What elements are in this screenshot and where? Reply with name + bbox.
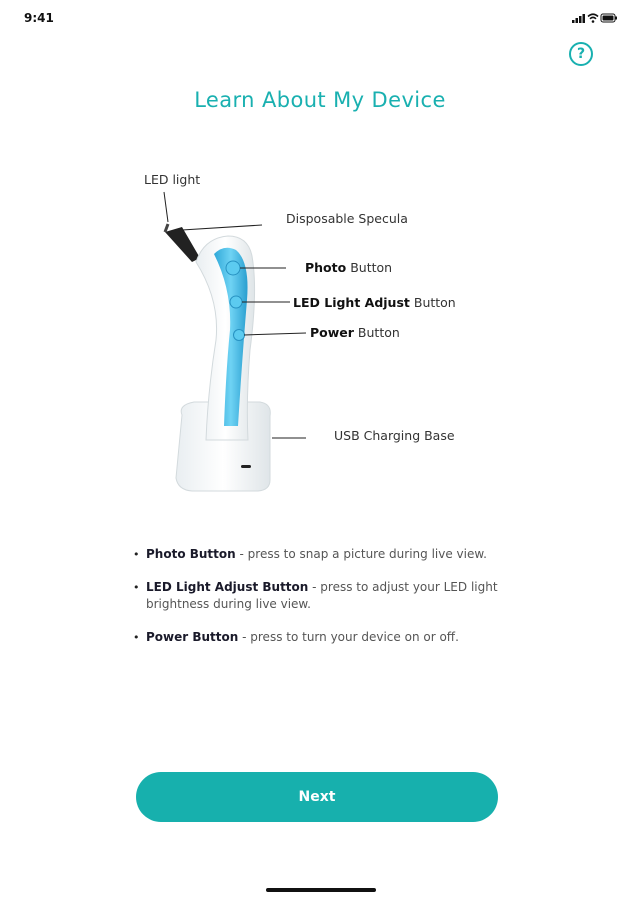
- device-diagram: [120, 150, 540, 500]
- home-indicator: [266, 888, 376, 892]
- bullet-bold: Photo Button: [146, 547, 236, 561]
- label-led-adjust-rest: Button: [409, 295, 456, 310]
- page-title: Learn About My Device: [194, 88, 446, 112]
- list-item-power: [133, 629, 513, 646]
- status-time: 9:41: [24, 11, 54, 25]
- status-icons: [572, 12, 618, 24]
- label-photo-button: [305, 260, 392, 275]
- label-power-rest: Button: [353, 325, 400, 340]
- wifi-icon: [588, 14, 598, 23]
- label-led-light: LED light: [144, 172, 201, 187]
- label-led-adjust-bold: LED Light Adjust: [293, 295, 410, 310]
- bullet-bold: Power Button: [146, 630, 239, 644]
- bullet-text: - press to adjust your LED light brightness during live view.: [146, 580, 498, 611]
- leader-power: [244, 333, 306, 335]
- feature-list: [133, 546, 513, 662]
- bullet-bold: LED Light Adjust Button: [146, 580, 309, 594]
- next-button[interactable]: Next: [136, 772, 498, 822]
- label-disposable-specula: Disposable Specula: [286, 211, 408, 226]
- status-bar: [0, 0, 640, 36]
- label-photo-bold: Photo: [305, 260, 347, 275]
- leader-specula: [182, 225, 262, 230]
- cellular-signal-icon: [572, 14, 585, 23]
- leader-led-light: [164, 192, 168, 222]
- label-photo-rest: Button: [346, 260, 393, 275]
- label-power-bold: Power: [310, 325, 354, 340]
- list-item-led-adjust: [133, 579, 513, 613]
- bullet-text: - press to turn your device on or off.: [238, 630, 459, 644]
- battery-icon: [601, 14, 617, 22]
- bullet-text: - press to snap a picture during live view.: [235, 547, 487, 561]
- label-led-adjust-button: [293, 295, 456, 310]
- label-power-button: [310, 325, 400, 340]
- list-item-photo: [133, 546, 513, 563]
- help-button[interactable]: [569, 42, 593, 66]
- question-circle-icon: ?: [576, 46, 586, 62]
- label-usb-charging-base: USB Charging Base: [334, 428, 455, 443]
